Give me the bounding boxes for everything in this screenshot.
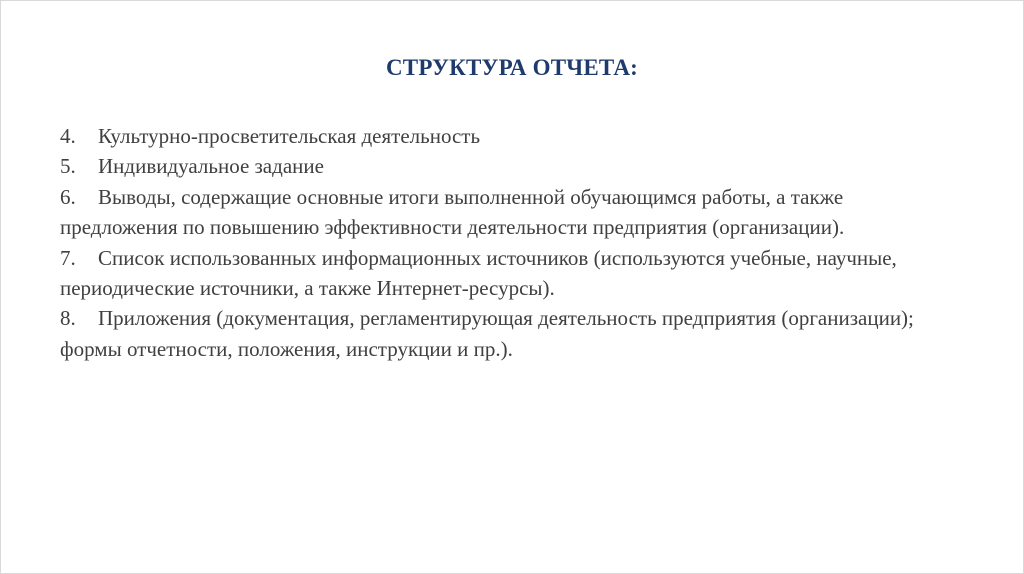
list-item: [60, 151, 960, 181]
item-number: 6.: [60, 184, 76, 209]
item-number: 7.: [60, 245, 76, 270]
list-item: [60, 182, 960, 243]
item-text: Индивидуальное задание: [98, 154, 324, 179]
list-item: [60, 243, 960, 304]
item-text: Приложения (документация, регламентирующая деятельность предприятия (организации); формы отчетности, положения, инструкции и пр.).: [60, 306, 914, 361]
item-number: 8.: [60, 306, 76, 331]
report-structure-list: [60, 121, 960, 364]
item-text: Культурно-просветительская деятельность: [98, 124, 481, 148]
item-text: Список использованных информационных источников (используются учебные, научные, периодические источники, а также Интернет-ресурсы).: [60, 245, 897, 301]
list-item: [60, 121, 960, 151]
item-number: 5.: [60, 154, 76, 179]
slide-title: СТРУКТУРА ОТЧЕТА:: [386, 55, 638, 80]
list-item: [60, 303, 960, 364]
item-number: 4.: [60, 124, 76, 148]
item-text: Выводы, содержащие основные итоги выполненной обучающимся работы, а также предложения по повышению эффективности деятельности предприятия (организации).: [60, 184, 845, 240]
